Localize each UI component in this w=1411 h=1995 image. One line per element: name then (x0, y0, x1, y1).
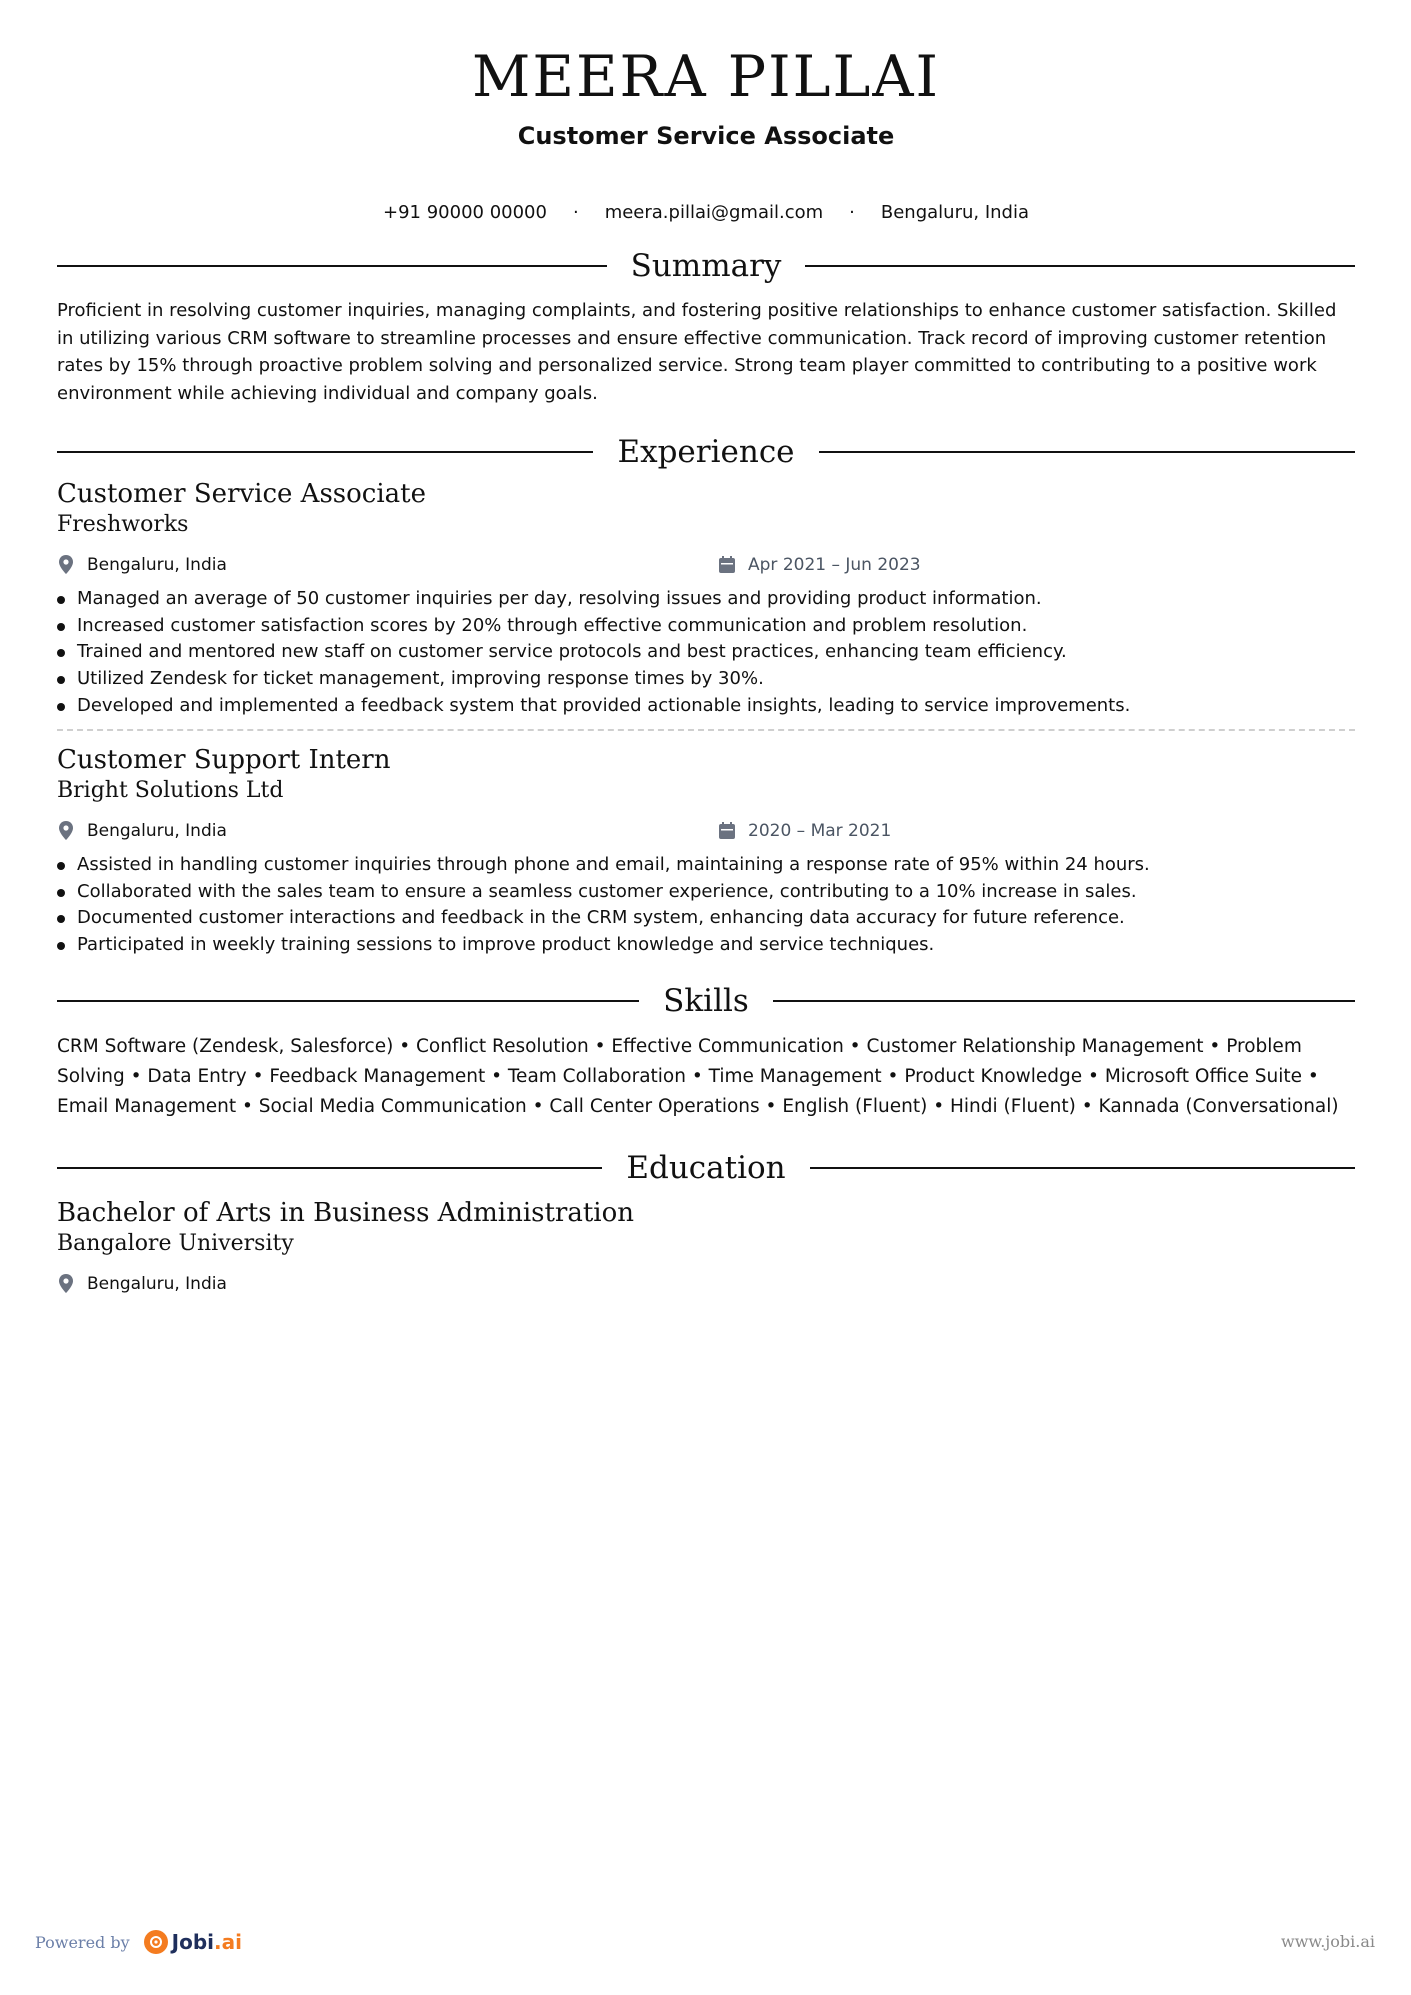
job-location (57, 820, 227, 842)
job-bullets (57, 852, 1355, 959)
contact-phone: +91 90000 00000 (383, 202, 547, 223)
list-item: Developed and implemented a feedback system that provided actionable insights, leading to service improvements. (57, 693, 1355, 720)
heading-rule (805, 265, 1355, 267)
powered-by-label: Powered by (35, 1932, 130, 1952)
summary-heading (57, 244, 1355, 288)
map-pin-icon (57, 1273, 75, 1295)
contact-email[interactable]: meera.pillai@gmail.com (604, 202, 824, 223)
candidate-name: MEERA PILLAI (471, 44, 941, 110)
education-location-text: Bengaluru, India (87, 1274, 227, 1294)
education-heading-text: Education (626, 1150, 786, 1186)
list-item: Increased customer satisfaction scores by 20% through effective communication and problem resolution. (57, 613, 1355, 640)
education-entry (57, 1197, 1355, 1301)
job-title: Customer Support Intern (57, 745, 391, 775)
education-heading (57, 1146, 1355, 1190)
map-pin-icon (57, 554, 75, 576)
heading-rule (57, 451, 593, 453)
education-location (57, 1273, 227, 1295)
list-item: Assisted in handling customer inquiries through phone and email, maintaining a response rate of 95% within 24 hours. (57, 852, 1355, 879)
contact-line (57, 200, 1355, 226)
job-title: Customer Service Associate (57, 479, 426, 509)
jobi-logo-text (172, 1930, 242, 1954)
list-item: Utilized Zendesk for ticket management, improving response times by 30%. (57, 666, 1355, 693)
list-item: Managed an average of 50 customer inquiries per day, resolving issues and providing product information. (57, 586, 1355, 613)
skills-heading-text: Skills (663, 983, 749, 1019)
job-company: Bright Solutions Ltd (57, 778, 284, 803)
footer-website-link[interactable]: www.jobi.ai (1281, 1932, 1375, 1951)
heading-rule (819, 451, 1355, 453)
job-meta (57, 554, 1355, 582)
contact-location: Bengaluru, India (880, 202, 1029, 223)
summary-text: Proficient in resolving customer inquiries, managing complaints, and fostering positive relationships to enhance customer satisfaction. Skilled in utilizing various CRM software to streamline processes and ensure effective communication. Track record of improving customer retention rates by 15% through proactive problem solving and personalized service. Strong team player committed to contributing to a positive work environment while achieving individual and company goals. (57, 300, 1337, 404)
jobi-logo[interactable] (144, 1930, 242, 1954)
calendar-icon (718, 554, 736, 576)
job-dates-text: 2020 – Mar 2021 (748, 821, 892, 841)
experience-heading-text: Experience (617, 434, 795, 470)
map-pin-icon (57, 820, 75, 842)
job-dates (718, 820, 891, 842)
list-item: Documented customer interactions and feedback in the CRM system, enhancing data accuracy for future reference. (57, 905, 1355, 932)
heading-rule (810, 1167, 1355, 1169)
job-divider (57, 729, 1355, 731)
contact-separator: · (849, 202, 855, 223)
heading-rule (57, 1000, 639, 1002)
job-location-text: Bengaluru, India (87, 555, 227, 575)
experience-heading (57, 430, 1355, 474)
heading-rule (57, 265, 607, 267)
skills-list: CRM Software (Zendesk, Salesforce) • Conflict Resolution • Effective Communication • Customer Relationship Management • Problem Solving • Data Entry • Feedback Management • Team Collaboration • Time Management • Product Knowledge • Microsoft Office Suite • Email Management • Social Media Communication • Call Center Operations • English (Fluent) • Hindi (Fluent) • Kannada (Conversational) (57, 1036, 1339, 1117)
summary-heading-text: Summary (630, 248, 782, 284)
jobi-logo-icon (144, 1930, 168, 1954)
brand-main: Jobi (171, 1930, 214, 1954)
education-meta (57, 1273, 1355, 1301)
brand-suffix: .ai (214, 1930, 242, 1954)
job-meta (57, 820, 1355, 848)
job-company: Freshworks (57, 512, 189, 537)
job-bullets (57, 586, 1355, 720)
list-item: Collaborated with the sales team to ensure a seamless customer experience, contributing to a 10% increase in sales. (57, 879, 1355, 906)
heading-rule (773, 1000, 1355, 1002)
education-degree: Bachelor of Arts in Business Administration (57, 1198, 635, 1228)
job-location (57, 554, 227, 576)
candidate-role: Customer Service Associate (517, 122, 895, 150)
job-location-text: Bengaluru, India (87, 821, 227, 841)
job-entry (57, 744, 1355, 959)
list-item: Trained and mentored new staff on customer service protocols and best practices, enhancing team efficiency. (57, 639, 1355, 666)
calendar-icon (718, 820, 736, 842)
job-dates-text: Apr 2021 – Jun 2023 (748, 555, 921, 575)
job-dates (718, 554, 921, 576)
list-item: Participated in weekly training sessions to improve product knowledge and service techniques. (57, 932, 1355, 959)
heading-rule (57, 1167, 602, 1169)
contact-separator: · (572, 202, 579, 223)
footer-powered-by (35, 1930, 242, 1954)
skills-heading (57, 979, 1355, 1023)
education-school: Bangalore University (57, 1231, 294, 1256)
job-entry (57, 478, 1355, 720)
